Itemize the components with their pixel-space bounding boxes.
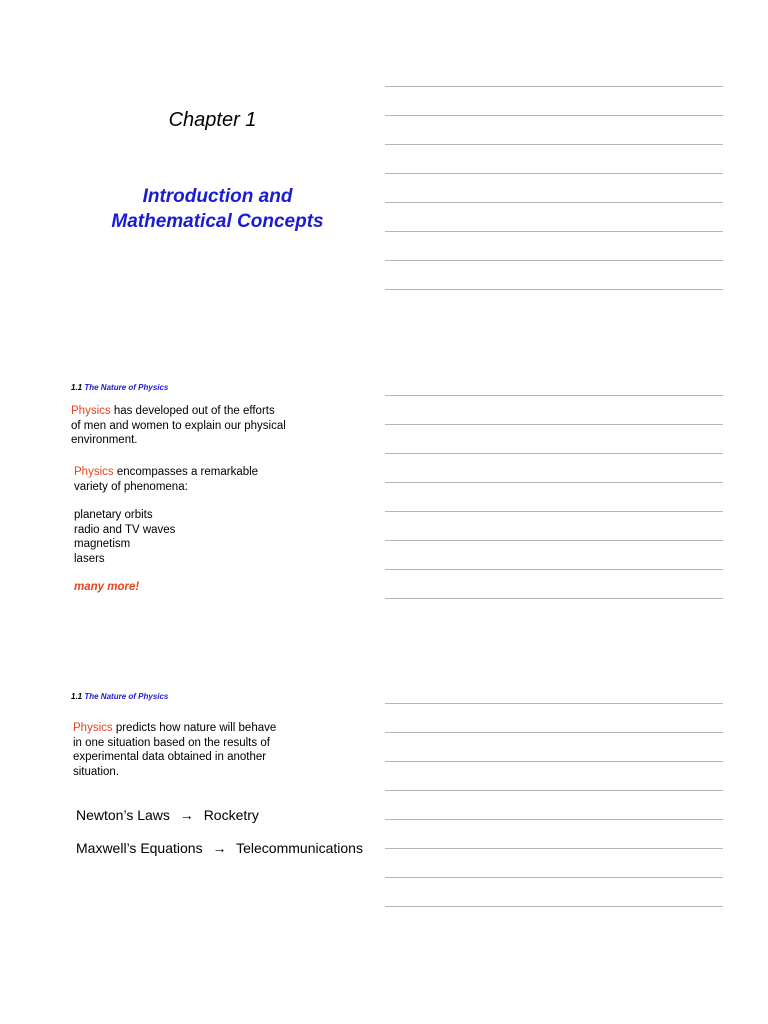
note-line [385,819,723,820]
note-line [385,598,723,599]
note-line [385,540,723,541]
arrow-right-icon: → [179,807,194,823]
note-line [385,115,723,116]
example-source: Newton’s Laws [76,807,170,823]
keyword-physics: Physics [73,722,113,734]
phenomena-list [74,508,175,566]
note-line [385,144,723,145]
list-item: planetary orbits [74,509,153,521]
section-number: 1.1 [71,692,83,701]
note-line [385,173,723,174]
note-line [385,761,723,762]
keyword-physics: Physics [74,466,114,478]
section-header [71,383,168,392]
paragraph-predicts: Physics predicts how nature will behave in one situation based on the results of experimental data obtained in another situation. [73,722,277,778]
note-line [385,424,723,425]
note-line [385,260,723,261]
note-line [385,86,723,87]
note-line [385,848,723,849]
many-more-text: many more! [74,581,140,593]
note-line [385,906,723,907]
note-line [385,732,723,733]
section-header [71,692,168,701]
list-item: magnetism [74,538,131,550]
paragraph-origins: Physics has developed out of the efforts of men and women to explain our physical environment. [71,405,286,446]
note-line [385,569,723,570]
note-line [385,482,723,483]
example-application: Rocketry [203,807,259,823]
example-row-newton [76,807,259,823]
note-line [385,703,723,704]
section-title: The Nature of Physics [84,383,169,392]
example-application: Telecommunications [236,840,363,856]
arrow-right-icon: → [212,840,227,856]
section-title: The Nature of Physics [84,692,169,701]
note-line [385,790,723,791]
note-line [385,511,723,512]
chapter-title [0,184,435,234]
paragraph-phenomena: Physics encompasses a remarkable variety of phenomena: [74,466,259,493]
note-line [385,202,723,203]
note-line [385,877,723,878]
chapter-label: Chapter 1 [168,109,257,131]
note-line [385,395,723,396]
chapter-title-line-2: Mathematical Concepts [111,211,324,232]
section-number: 1.1 [71,383,83,392]
list-item: radio and TV waves [74,523,176,536]
list-item: lasers [74,552,105,565]
keyword-physics: Physics [71,405,111,417]
example-row-maxwell [76,840,363,856]
note-line [385,289,723,290]
note-line [385,231,723,232]
chapter-title-line-1: Introduction and [142,186,293,207]
example-source: Maxwell’s Equations [76,840,203,856]
note-line [385,453,723,454]
